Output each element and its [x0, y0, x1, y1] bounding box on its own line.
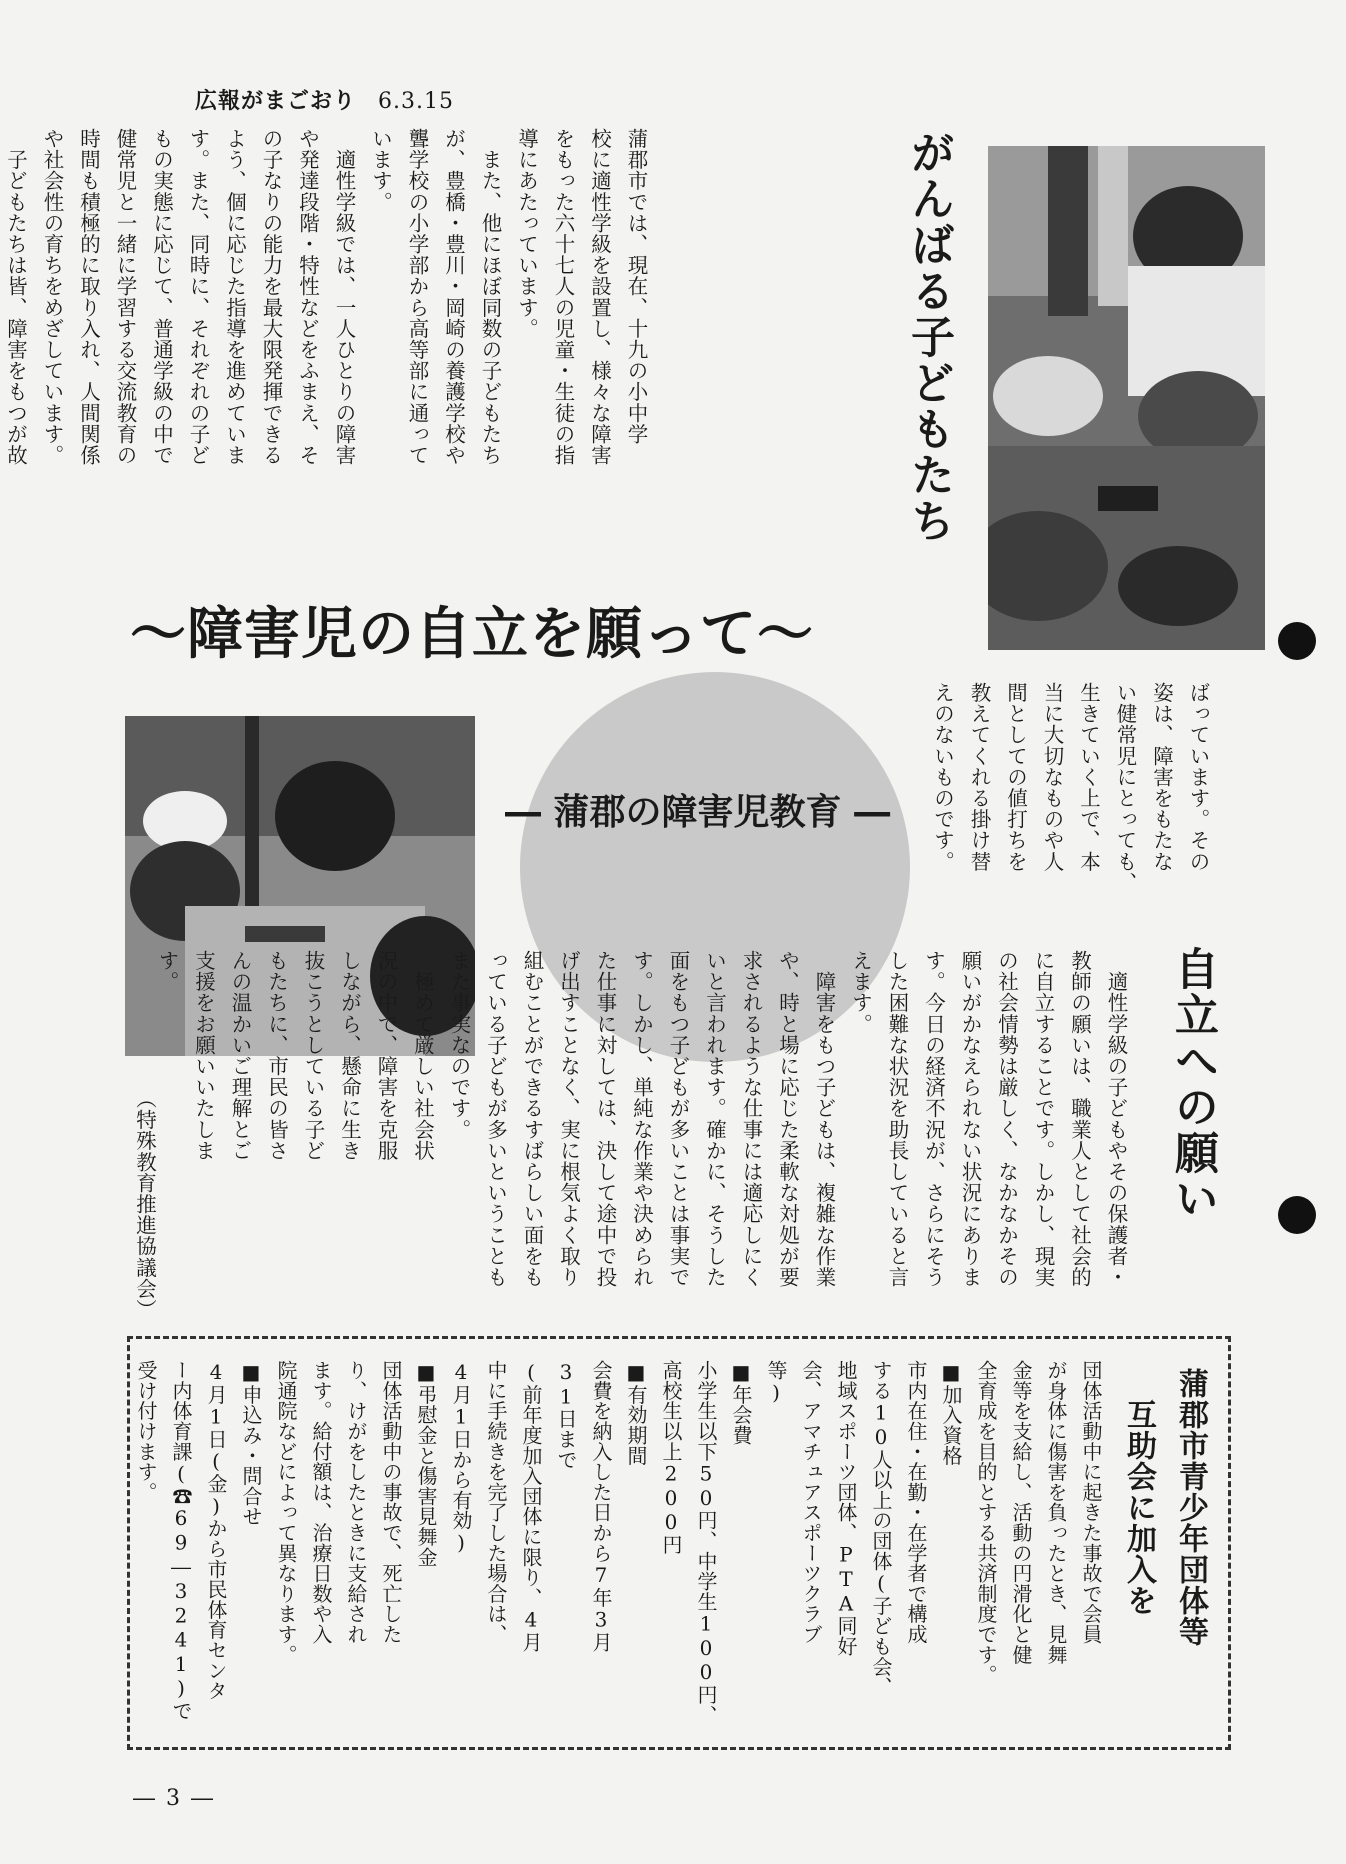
article1-body: 蒲郡市では、現在、十九の小中学 校に適性学級を設置し、様々な障害 をもった六十七人の児童・生徒の指 導にあたっています。 また、他にほぼ同数の子どもたち が、豊橋・豊川・岡崎の養護学校や 聾学校の小学部から高等部に通って います。 適性学級では、一人ひとりの障害 や発達段階・特性などをふまえ、そ の子なりの能力を最大限発揮できる よう、個に応じた指導を進めていま す。また、同時に、それぞれの子ど もの実態に応じて、普通学級の中で 健常児と一緒に学習する交流教育の 時間も積極的に取り入れ、人間関係 や社会性の育ちをめざしています。 子どもたちは皆、障害をもつが故: [3, 128, 648, 466]
article1-continued: ばっています。その 姿は、障害をもたな い健常児にとっても、 生きていく上で、本 当に大切なものや人 間としての値打ちを 教えてくれる掛け替 えのないものです。: [930, 682, 1210, 893]
article2-heading: 自立への願い: [1167, 946, 1218, 1222]
article1-heading: がんばる子どもたち: [903, 130, 954, 544]
photo-1-graphic: [988, 146, 1265, 650]
main-title: 〜障害児の自立を願って〜: [130, 601, 814, 667]
notice-heading: 蒲郡市青少年団体等 互助会に加入を: [1121, 1368, 1208, 1647]
publication-date: 6.3.15: [378, 89, 454, 114]
margin-dot-top: [1278, 622, 1316, 660]
publication-header: [195, 84, 454, 115]
margin-dot-bottom: [1278, 1196, 1316, 1234]
notice-body: 団体活動中に起きた事故で会員 が身体に傷害を負ったとき、見舞 金等を支給し、活動の円滑化と健 全育成を目的とする共済制度です。 ■加入資格 市内在住・在勤・在学者で構成 する10人以上の団体(子ども会、 地域スポーツ団体、PTA同好 会、アマチュアスポーツクラブ 等) ■年会費 小学生以下50円、中学生100円、 高校生以上200円 ■有効期間 会費を納入した日から7年3月 31日まで (前年度加入団体に限り、4月 中に手続きを完了した場合は、 4月1日から有効) ■弔慰金と傷害見舞金 団体活動中の事故で、死亡した り、けがをしたときに支給され ます。給付額は、治療日数や入 院通院などによって異なります。 ■申込み・問合せ 4月1日(金)から市民体育センタ ー内体育課(☎69―3241)で 受け付けます。: [134, 1360, 1103, 1726]
subtitle: ― 蒲郡の障害児教育 ―: [505, 792, 891, 833]
article2-body: 適性学級の子どもやその保護者・ 教師の願いは、職業人として社会的 に自立することです。しかし、現実 の社会情勢は厳しく、なかなかその 願いがかなえられない状況にありま す。今日の経済不況が、さらにそう した困難な状況を助長していると言 えます。 障害をもつ子どもは、複雑な作業 や、時と場に応じた柔軟な対処が要 求されるような仕事には適応しにく いと言われます。確かに、そうした 面をもつ子どもが多いことは事実で す。しかし、単純な作業や決められ た仕事に対しては、決して途中で投 げ出すことなく、実に根気よく取り 組むことができるすばらしい面をも っている子どもが多いということも また事実なのです。 極めて厳しい社会状 況の中で、障害を克服 しながら、懸命に生き 抜こうとしている子ど もたちに、市民の皆さ んの温かいご理解とご 支援をお願いいたしま す。: [155, 950, 1128, 1288]
photo-children-crafting: [988, 146, 1265, 650]
page-number: ― 3 ―: [133, 1786, 215, 1811]
article2-credit: （特殊教育推進協議会）: [132, 1088, 157, 1321]
publication-name: 広報がまごおり: [195, 89, 357, 114]
